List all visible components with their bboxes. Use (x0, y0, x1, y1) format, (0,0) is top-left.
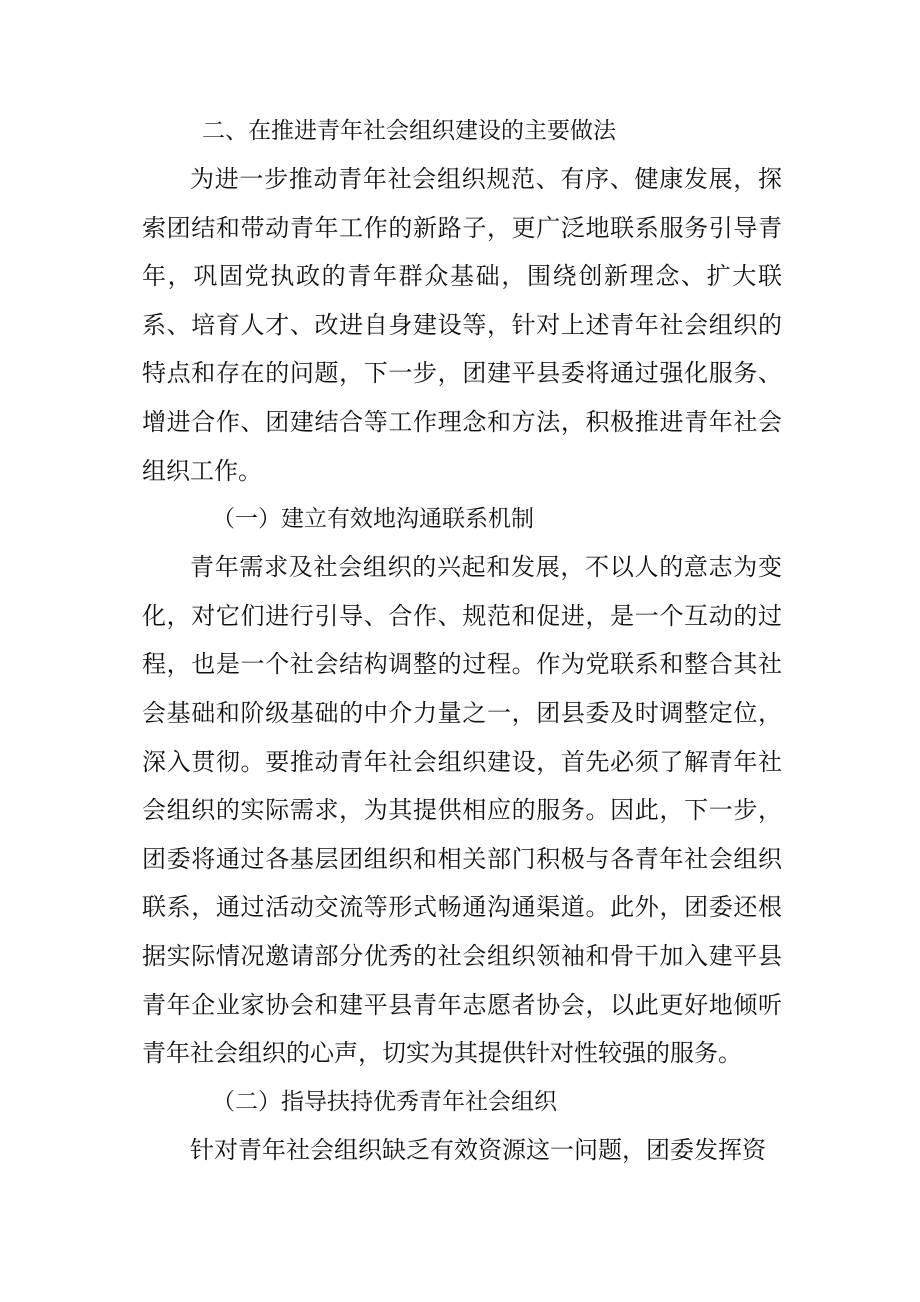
paragraph-support-organizations: 针对青年社会组织缺乏有效资源这一问题，团委发挥资 (190, 1135, 766, 1164)
paragraph-intro: 为进一步推动青年社会组织规范、有序、健康发展，探索团结和带动青年工作的新路子，更广泛地联系服务引导青年，巩固党执政的青年群众基础，围绕创新理念、扩大联系、培育人才、改进自身建设等，针对上述青年社会组织的特点和存在的问题，下一步，团建平县委将通过强化服务、增进合作、团建结合等工作理念和方法，积极推进青年社会组织工作。 (142, 165, 782, 485)
subheading-support-organizations: （二）指导扶持优秀青年社会组织 (212, 1088, 557, 1115)
section-heading: 二、在推进青年社会组织建设的主要做法 (202, 118, 616, 144)
paragraph-communication-mechanism: 青年需求及社会组织的兴起和发展，不以人的意志为变化，对它们进行引导、合作、规范和促进，是一个互动的过程，也是一个社会结构调整的过程。作为党联系和整合其社会基础和阶级基础的中介力量之一，团县委及时调整定位，深入贯彻。要推动青年社会组织建设，首先必须了解青年社会组织的实际需求，为其提供相应的服务。因此，下一步，团委将通过各基层团组织和相关部门积极与各青年社会组织联系，通过活动交流等形式畅通沟通渠道。此外，团委还根据实际情况邀请部分优秀的社会组织领袖和骨干加入建平县青年企业家协会和建平县青年志愿者协会，以此更好地倾听青年社会组织的心声，切实为其提供针对性较强的服务。 (142, 553, 782, 1068)
subheading-communication-mechanism: （一）建立有效地沟通联系机制 (212, 506, 534, 533)
document-body (142, 107, 782, 1174)
